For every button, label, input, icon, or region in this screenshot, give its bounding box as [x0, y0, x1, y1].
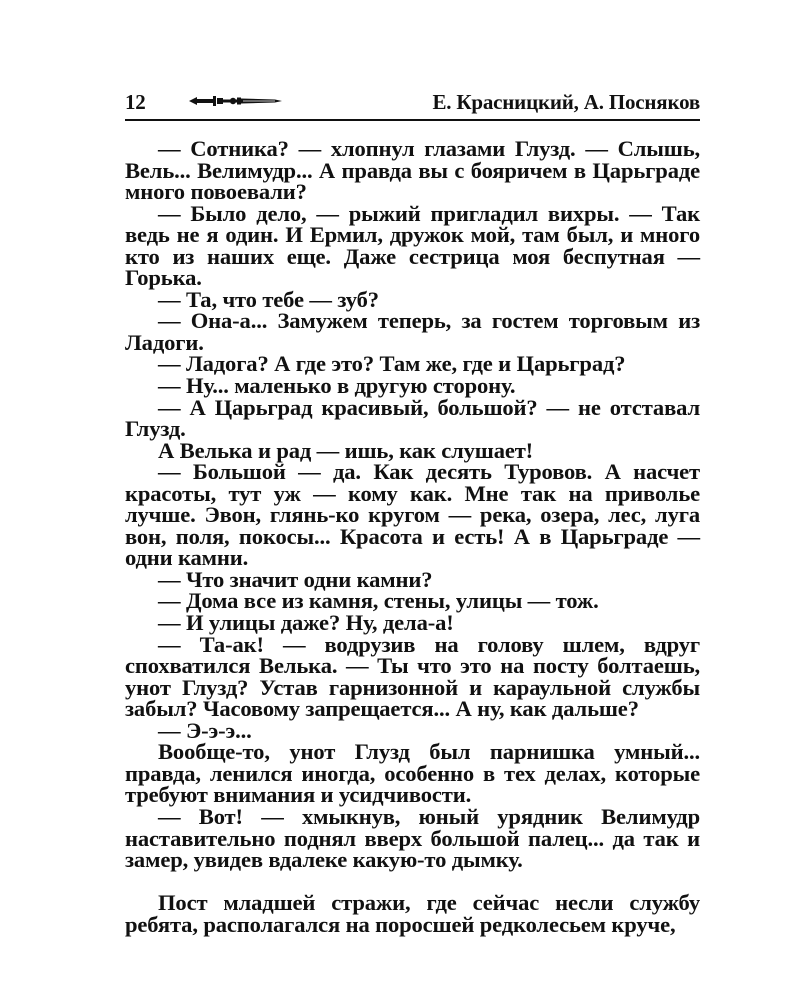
paragraph: — Ладога? А где это? Там же, где и Царьград?: [158, 351, 626, 377]
paragraph: — Та, что тебе — зуб?: [158, 286, 379, 312]
paragraph: — Было дело, — рыжий пригладил вихры. — Так ведь не я один. И Ермил, дружок мой, там был, и много кто из наших еще. Даже сестрица моя беспутная — Горька.: [125, 200, 700, 291]
page-number: 12: [125, 90, 146, 114]
paragraph: Вообще-то, унот Глузд был парнишка умный... правда, ленился иногда, особенно в тех делах, которые требуют внимания и усидчивости.: [125, 739, 700, 808]
paragraph: — Дома все из камня, стены, улицы — тож.: [158, 588, 599, 614]
paragraph: А Велька и рад — ишь, как слушает!: [158, 437, 534, 463]
paragraph: Пост младшей стражи, где сейчас несли службу ребята, располагался на поросшей редколесьем круче,: [125, 890, 700, 937]
paragraph: — Большой — да. Как десять Туровов. А насчет красоты, тут уж — кому как. Мне так на приволье лучше. Эвон, глянь-ко кругом — река, озера, лес, луга вон, поля, покосы... Красота и есть! А в Царьграде — одни камни.: [125, 459, 700, 571]
paragraph: — Вот! — хмыкнув, юный урядник Велимудр наставительно поднял вверх большой палец... да так и замер, увидев вдалеке какую-то дымку.: [125, 803, 700, 873]
paragraph: — А Царьград красивый, большой? — не отставал Глузд.: [125, 394, 700, 442]
page-header: [125, 84, 700, 118]
paragraph: — Э-э-э...: [158, 717, 252, 743]
body-text: [125, 138, 700, 935]
book-page: [125, 84, 700, 937]
paragraph: — Она-а... Замужем теперь, за гостем торговым из Ладоги.: [125, 308, 700, 355]
paragraph: — И улицы даже? Ну, дела-а!: [158, 610, 454, 636]
paragraph: — Что значит одни камни?: [158, 566, 433, 592]
paragraph: — Сотника? — хлопнул глазами Глузд. — Слышь, Вель... Велимудр... А правда вы с бояричем в Царьграде много повоевали?: [125, 136, 700, 205]
running-title: Е. Красницкий, А. Посняков: [432, 90, 700, 114]
paragraph: — Ну... маленько в другую сторону.: [158, 373, 516, 399]
sword-ornament-icon: [187, 94, 283, 108]
paragraph: — Та-ак! — водрузив на голову шлем, вдруг спохватился Велька. — Ты что это на посту болтаешь, унот Глузд? Устав гарнизонной и караульной службы забыл? Часовому запрещается... А ну, как дальше?: [125, 631, 700, 722]
header-rule: [125, 119, 700, 121]
